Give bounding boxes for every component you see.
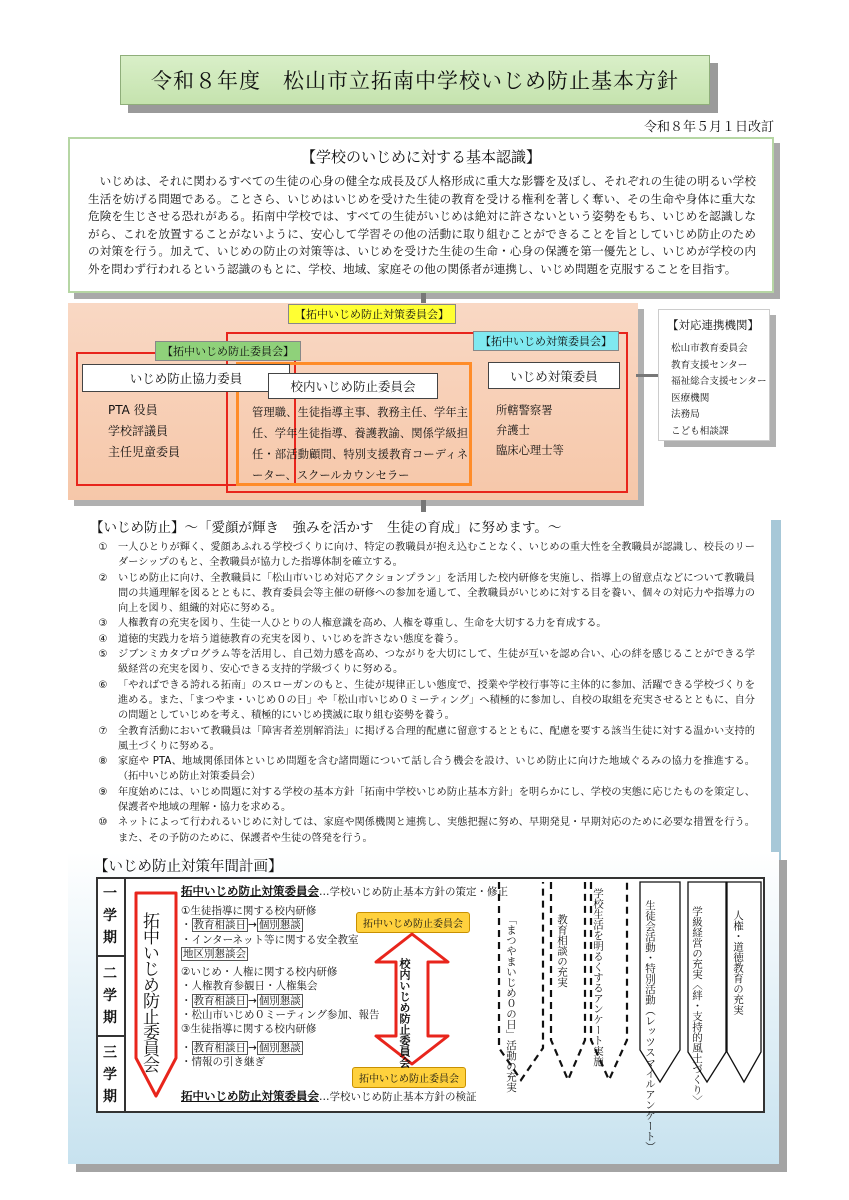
term-char: 期 [103,1010,117,1026]
member: 学校評議員 [108,424,169,438]
taisaku-title: いじめ対策委員 [488,362,620,389]
page-title: 令和８年度 松山市立拓南中学校いじめ防止基本方針 [120,55,710,105]
column-label: 学校生活を明るくするアンケート実施 [592,888,604,1067]
item-number: ⑧ [98,756,108,768]
term-char: 期 [103,930,117,946]
tag-taisaku-iinkai: 【拓中いじめ対策委員会】 [473,331,619,351]
item-number: ⑤ [98,649,108,661]
prevention-item [88,571,755,617]
taisaku-members [496,401,564,461]
member: PTA 役員 [108,403,158,417]
prevention-item [88,632,755,647]
red-committee-label: 拓中いじめ防止委員会 [139,912,159,1072]
item-number: ⑥ [98,679,108,691]
plan-line [181,1041,303,1055]
term-char: 一 [103,886,117,902]
term-char: 三 [103,1045,117,1061]
connector [421,500,426,512]
bottom-committee: 拓中いじめ防止対策委員会 [181,1089,319,1103]
plan-line: ③生徒指導に関する校内研修 [181,1023,317,1036]
term1-items [181,904,359,961]
term-char: 学 [103,1067,117,1083]
column-label: 学級経営の充実〈絆・支持的風土づくり〉 [691,906,703,1106]
item-text: ジブンミカタプログラム等を活用し、自己効力感を高め、つながりを大切にして、生徒が互いを認め合い、心の絆を感じることができる学級経営の充実を図り、安心できる支持的学級づくりに努める。 [118,649,755,676]
renkei-kikan-box [658,309,770,441]
item-text: 年度始めには、いじめ問題に対する学校の基本方針「拓南中学校いじめ防止基本方針」を明らかにし、学校の実態に応じたものを策定し、保護者や地域の理解・協力を求める。 [118,786,755,814]
prevention-heading: 【いじめ防止】～「愛顔が輝き 強みを活かす 生徒の育成」に努めます。～ [90,520,562,536]
arrow: → [248,1042,257,1054]
term-1 [96,877,126,957]
prevention-item [88,754,755,785]
kondan-box: 個別懇談 [258,994,301,1007]
chiku-box: 地区別懇談会 [183,947,246,960]
double-arrow-icon [372,932,452,1066]
term2-items [181,965,379,1036]
term-3 [96,1037,126,1113]
item-number: ③ [98,618,108,630]
renkei-item: 法務局 [671,409,700,421]
plan-line: ②いじめ・人権に関する校内研修 [181,966,338,978]
bottom-committee-text: …学校いじめ防止基本方針の検証 [319,1091,477,1103]
plan-line: ・松山市いじめ０ミーティング参加、報告 [181,1008,380,1021]
renkei-title: 【対応連携機関】 [667,318,759,332]
item-text: ネットによって行われるいじめに対しては、家庭や関係機関と連携し、実態把握に努め、早期発見・早期対応のために必要な措置を行う。また、その予防のために、保護者や生徒の啓発を行う。 [118,817,755,844]
revision-date: 令和８年５月１日改訂 [643,120,774,135]
term3-items [181,1041,303,1070]
renkei-item: 教育支援センター [671,359,748,371]
top-committee-text: …学校いじめ防止基本方針の策定・修正 [319,886,508,898]
member: 主任児童委員 [108,445,181,459]
soudan-box: 教育相談日 [193,919,246,932]
plan-line [181,918,359,932]
kondan-box: 個別懇談 [258,1042,301,1054]
plan-line: ①生徒指導に関する校内研修 [181,905,317,917]
gakunai-title: 校内いじめ防止委員会 [268,373,438,399]
prevention-item [88,647,755,678]
tag-boshi-iinkai: 【拓中いじめ防止委員会】 [155,341,301,361]
bullet: ・ [181,919,192,932]
plan-line: ・情報の引き継ぎ [181,1056,265,1069]
plan-line [181,994,379,1008]
term-2 [96,957,126,1037]
prevention-section [68,512,771,855]
column-label: 生徒会活動・特別活動（レッツスマイルアンケート） [644,900,656,1152]
center-committee-label: 校内いじめ防止委員会 [398,958,411,1068]
renkei-item: 医療機関 [671,392,710,404]
item-text: いじめ防止に向け、全教職員に「松山市いじめ対応アクションプラン」を活用した校内研修を実施し、指導上の留意点などについて教職員間の共通理解を図るとともに、教育委員会等主催の研修への参加を通して、全教職員がいじめに対する目を養い、個々の対応力や指導力の向上を図り、組織的対応に努める。 [118,572,755,615]
plan-line: ・インターネット等に関する安全教室 [181,933,359,946]
column-label: 教育相談の充実 [556,914,568,988]
kondan-box: 個別懇談 [258,919,301,932]
gakunai-members: 管理職、生徒指導主事、教務主任、学年主任、学年生徒指導、養護教諭、関係学級担任・部活動顧問、特別支援教育コーディネーター、スクールカウンセラー [252,406,468,482]
orange-committee-label-top: 拓中いじめ防止委員会 [356,912,470,933]
item-text: 一人ひとりが輝く、愛顔あふれる学校づくりに向け、特定の教職員が抱え込むことなく、いじめの重大性を全教職員が認識し、校長のリーダーシップのもと、全教職員が協力した指導体制を確立する。 [118,542,755,569]
plan-line [181,947,359,961]
plan-line: ・人権教育参観日・人権集会 [181,980,318,993]
prevention-item [88,616,755,631]
kyoryoku-title: いじめ防止協力委員 [82,364,290,392]
kyoryoku-members [108,400,180,463]
orange-committee-label-bottom: 拓中いじめ防止委員会 [352,1067,466,1088]
item-text: 人権教育の充実を図り、生徒一人ひとりの人権意識を高め、人権を尊重し、生命を大切する力を育成する。 [118,618,607,630]
connector [636,374,658,377]
soudan-box: 教育相談日 [193,994,246,1007]
prevention-item [88,724,755,755]
item-number: ① [98,542,108,553]
item-text: 「やればできる誇れる拓南」のスローガンのもと、生徒が規律正しい態度で、授業や学校行事等に主体的に参加、活躍できる学校づくりを進める。また、「まつやま・いじめ０の日」や「松山市いじめ０ミーティング」へ積極的に参加し、自校の取組を充実させるとともに、自分の問題としていじめを考え、積極的にいじめ撲滅に取り組む姿勢を養う。 [118,679,755,722]
dashed-arrow-icon [548,880,588,1085]
basic-recognition-box [68,137,774,293]
item-number: ⑩ [98,817,108,829]
annual-heading: 【いじめ防止対策年間計画】 [94,859,283,875]
item-text: 家庭や PTA、地域関係団体といじめ問題を含む諸問題について話し合う機会を設け、いじめ防止に向けた地域ぐるみの協力を推進する。（拓中いじめ防止対策委員会） [118,756,755,783]
tag-taisaku-kaigi: 【拓中いじめ防止対策委員会】 [288,304,456,324]
top-committee-line [181,884,508,899]
member: 臨床心理士等 [496,444,564,457]
member: 弁護士 [496,424,530,437]
bullet: ・ [181,994,192,1007]
column-label: 「まつやまいじめ０の日」活動の充実 [505,914,517,1093]
term-char: 期 [103,1089,117,1105]
renkei-item: こども相談課 [671,425,729,437]
member: 所轄警察署 [496,404,553,417]
renkei-item: 松山市教育委員会 [671,343,748,354]
top-committee: 拓中いじめ防止対策委員会 [181,884,319,898]
item-number: ② [98,572,108,584]
basic-heading: 【学校のいじめに対する基本認識】 [300,148,541,166]
bullet: ・ [181,1042,192,1054]
arrow: → [248,994,257,1007]
chevron-arrow-icon [724,880,764,1085]
item-text: 全教育活動において教職員は「障害者差別解消法」に掲げる合理的配慮に留意するとともに、配慮を要する該当生徒に対する温かい支持的風土づくりに努める。 [118,725,755,752]
prevention-item [88,815,755,846]
term-char: 二 [103,966,117,982]
item-number: ④ [98,633,108,645]
dashed-arrow-icon [496,880,546,1085]
renkei-item: 福祉総合支援センター [671,376,767,388]
prevention-item [88,678,755,724]
item-number: ⑨ [98,786,108,798]
prevention-item [88,785,755,816]
term-char: 学 [103,988,117,1004]
arrow: → [248,919,257,932]
column-label: 人権・道徳教育の充実 [732,910,744,1015]
bottom-committee-line [181,1089,477,1104]
term-char: 学 [103,908,117,924]
item-number: ⑦ [98,725,108,737]
item-text: 道徳的実践力を培う道徳教育の充実を図り、いじめを許さない態度を養う。 [118,633,465,645]
basic-body: いじめは、それに関わるすべての生徒の心身の健全な成長及び人格形成に重大な影響を及ぼし、それぞれの生徒の明るい学校生活を妨げる問題である。ことさら、いじめはいじめを受けた生徒の教育を受ける権利を著しく奪い、その生命や身体に重大な危険を生じさせる恐れがある。拓南中学校では、すべての生徒がいじめは絶対に許さないという姿勢をもち、いじめを認識しながら、これを放置することがないように、安心して学習その他の活動に取り組むことができることを旨としていじめ防止のための対策を行う。加えて、いじめの防止の対策等は、いじめを受けた生徒の生命・心身の保護を第一優先とし、いじめが学校の内外を問わず行われるという認識のもとに、学校、地域、家庭その他の関係者が連携し、いじめ問題を克服することを目指す。 [88,174,756,276]
soudan-box: 教育相談日 [193,1042,246,1054]
prevention-item [88,540,755,571]
